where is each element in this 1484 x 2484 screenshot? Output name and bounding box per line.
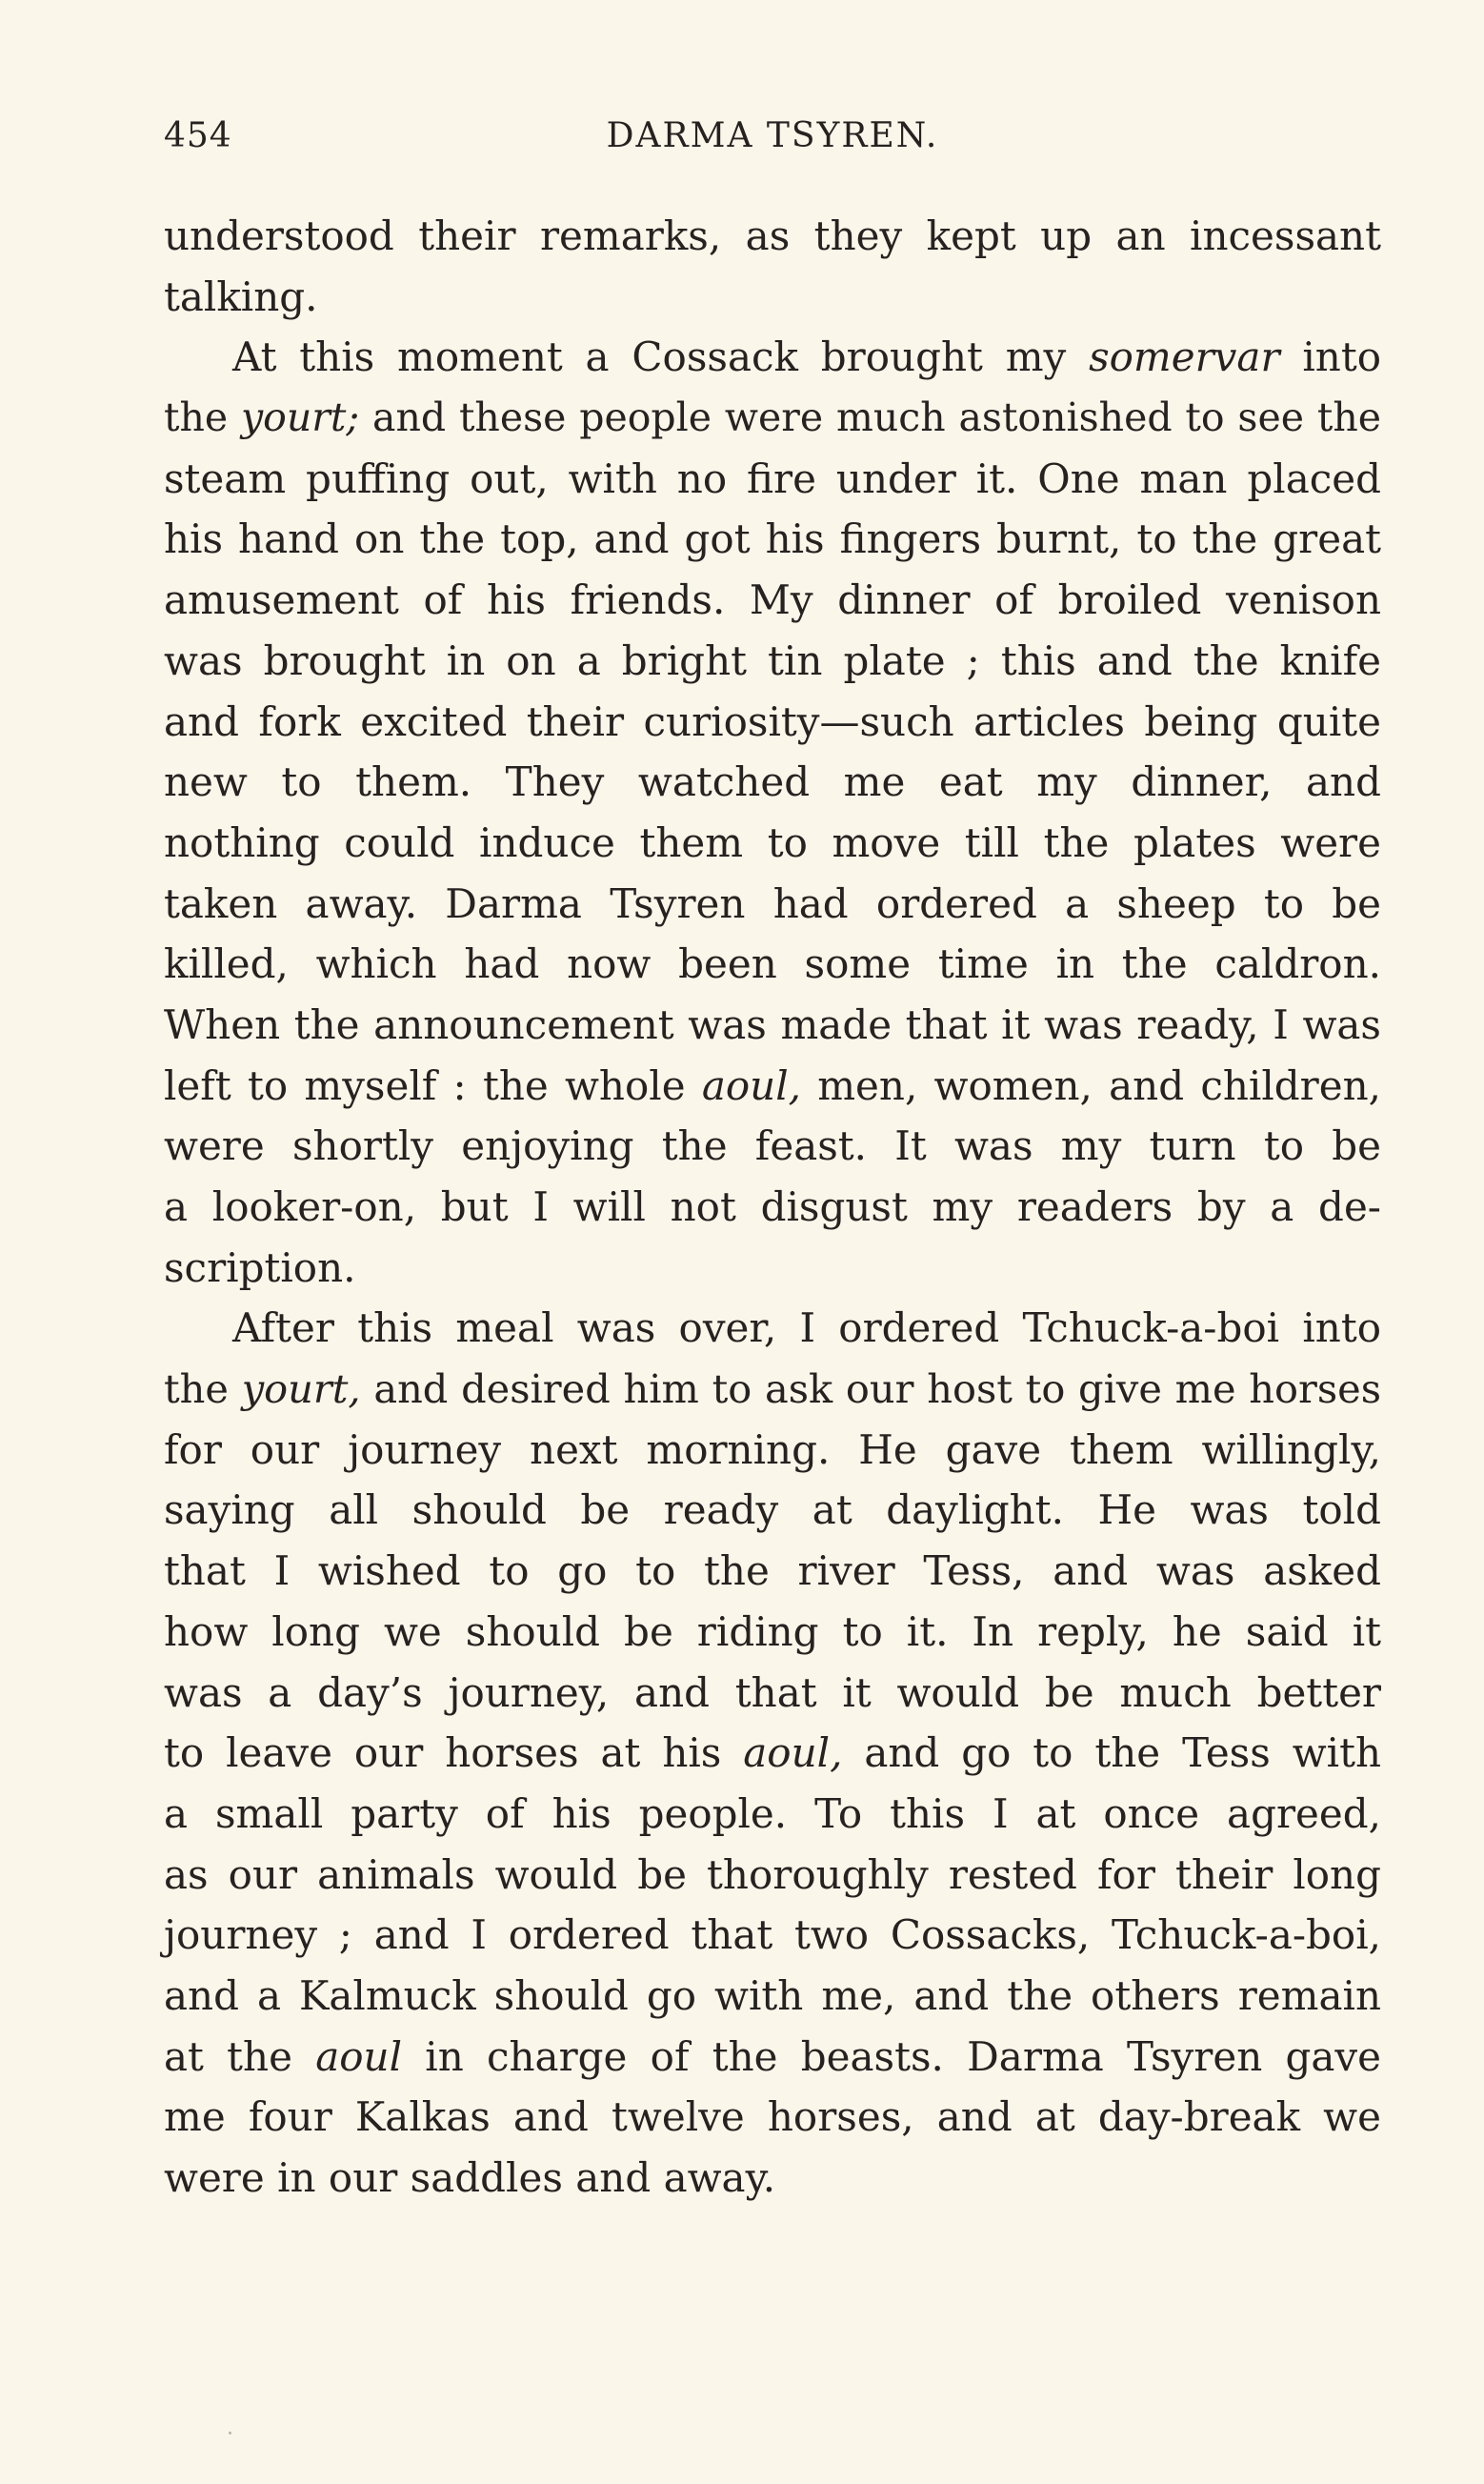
text-line [164,388,1381,449]
text-line [164,1541,1381,1602]
text-run: When the announcement was made that it was ready, I was [164,1000,1381,1048]
text-line [164,1845,1381,1906]
paper-speck [229,2432,231,2434]
text-line [164,813,1381,874]
text-run: and fork excited their curiosity—such articles being quite [164,697,1381,745]
text-line [164,1298,1381,1359]
text-run: men, women, and children, [800,1061,1382,1109]
text-line [164,1116,1381,1177]
italic-word: aoul [315,2032,403,2080]
text-line [164,874,1381,935]
text-run: understood their remarks, as they kept up an incessant [164,212,1381,259]
text-line [164,206,1381,267]
text-run: his hand on the top, and got his fingers burnt, to the great [164,515,1381,563]
text-run: that I wished to go to the river Tess, and was asked [164,1547,1381,1595]
italic-word: yourt; [241,394,360,441]
text-run: me four Kalkas and twelve horses, and at day-break we [164,2093,1381,2141]
text-line [164,1420,1381,1481]
running-title: DARMA TSYREN. [606,116,939,155]
text-run: and desired him to ask our host to give me horses [360,1365,1382,1413]
text-line [164,934,1381,995]
text-line [164,1480,1381,1541]
text-run: a looker-on, but I will not disgust my readers by a de- [164,1183,1381,1230]
running-head [164,116,1381,162]
text-run: taken away. Darma Tsyren had ordered a sheep to be [164,879,1381,927]
text-run: the [164,1365,242,1413]
text-line [164,1905,1381,1966]
text-run: killed, which had now been some time in the caldron. [164,940,1381,988]
text-run: and go to the Tess with [842,1729,1381,1777]
text-line [164,2087,1381,2148]
italic-word: yourt, [241,1365,361,1413]
text-run: new to them. They watched me eat my dinner, and [164,758,1381,806]
text-run: nothing could induce them to move till the plates were [164,818,1381,866]
text-run: in charge of the beasts. Darma Tsyren gave [402,2032,1382,2080]
text-run: and these people were much astonished to see the [359,394,1381,441]
text-run: After this meal was over, I ordered Tchuck-a-boi into [232,1304,1381,1352]
text-line [164,1177,1381,1238]
text-line [164,995,1381,1056]
text-line [164,2027,1381,2088]
text-run: journey ; and I ordered that two Cossacks, Tchuck-a-boi, [164,1911,1381,1959]
text-line [164,1602,1381,1663]
text-run: amusement of his friends. My dinner of broiled venison [164,576,1381,624]
italic-word: aoul, [701,1061,801,1109]
text-run: was brought in on a bright tin plate ; this and the knife [164,636,1381,684]
text-run: saying all should be ready at daylight. He was told [164,1486,1381,1534]
text-line [164,2148,1381,2209]
text-line [164,1359,1381,1420]
text-line [164,267,1381,328]
text-run: At this moment a Cossack brought my [232,333,1090,381]
text-run: were in our saddles and away. [164,2154,776,2201]
text-run: the [164,394,241,441]
text-line [164,327,1381,388]
text-run: were shortly enjoying the feast. It was my turn to be [164,1122,1381,1170]
text-run: how long we should be riding to it. In reply, he said it [164,1607,1381,1655]
text-run: to leave our horses at his [164,1729,744,1777]
text-run: scription. [164,1243,356,1291]
text-run: was a day’s journey, and that it would be much better [164,1668,1381,1716]
text-run: a small party of his people. To this I at once agreed, [164,1789,1381,1837]
text-line [164,509,1381,570]
text-run: at the [164,2032,316,2080]
text-run: steam puffing out, with no fire under it. One man placed [164,454,1381,502]
page-number: 454 [164,116,232,155]
italic-word: somervar [1089,333,1280,381]
text-line [164,1784,1381,1845]
text-run: left to myself : the whole [164,1061,702,1109]
text-run: into [1279,333,1381,381]
text-run: for our journey next morning. He gave them willingly, [164,1425,1381,1473]
text-line [164,1238,1381,1299]
text-run: and a Kalmuck should go with me, and the others remain [164,1971,1381,2019]
body-text [164,206,1381,2209]
text-run: as our animals would be thoroughly rested for their long [164,1850,1381,1898]
text-line [164,631,1381,692]
text-line [164,1966,1381,2027]
text-line [164,1663,1381,1724]
text-line [164,752,1381,813]
text-line [164,1723,1381,1784]
text-line [164,570,1381,631]
text-line [164,692,1381,753]
text-line [164,449,1381,510]
text-run: talking. [164,273,318,320]
italic-word: aoul, [743,1729,843,1777]
text-line [164,1056,1381,1117]
